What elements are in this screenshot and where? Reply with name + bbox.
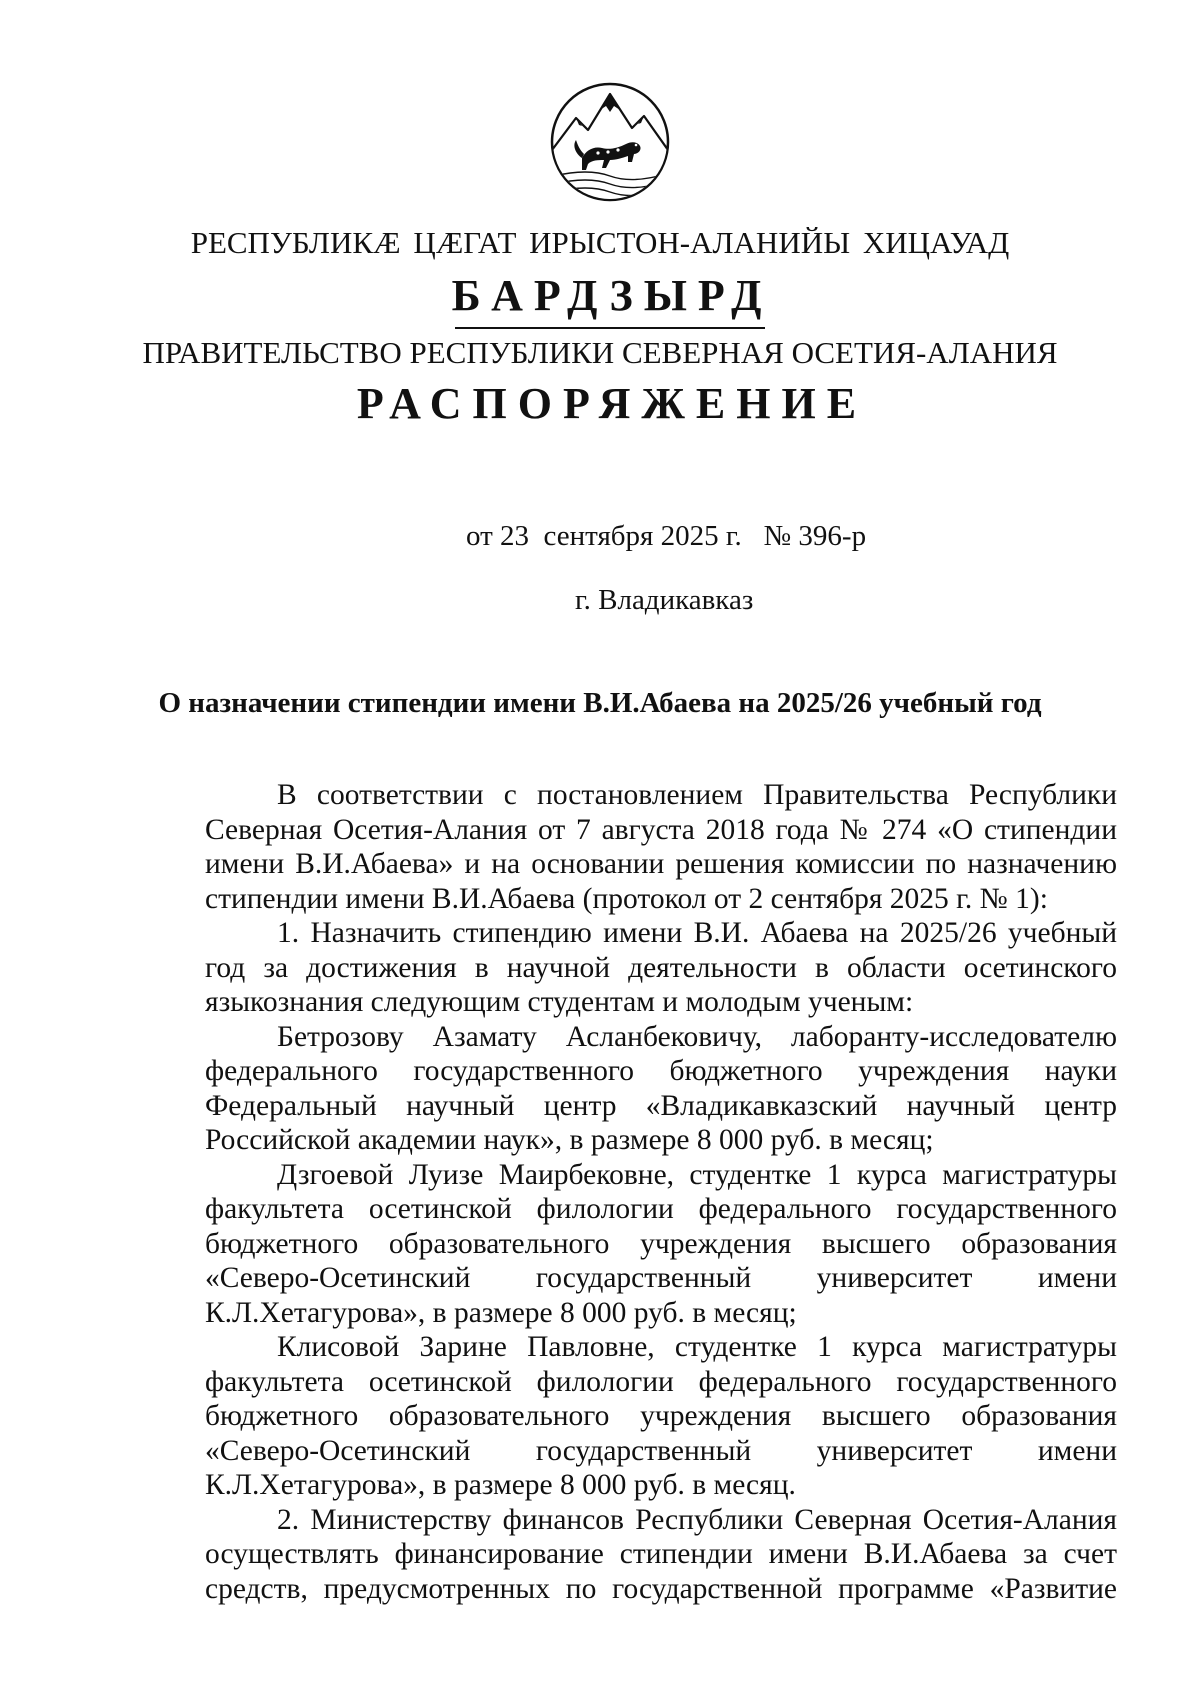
item-1-paragraph: 1. Назначить стипендию имени В.И. Абаева на 2025/26 учебный год за достижения в научной деятельности в области осетинского языкознания следующим студентам и молодым ученым: [205,917,1117,1018]
document-date: от 23 сентября 2025 г. [466,520,742,552]
russian-government-name: ПРАВИТЕЛЬСТВО РЕСПУБЛИКИ СЕВЕРНАЯ ОСЕТИЯ-АЛАНИЯ [142,335,1058,370]
document-city: г. Владикавказ [575,584,754,616]
coat-of-arms-emblem [548,80,672,204]
title-divider [455,327,765,329]
snow-leopard-emblem-icon [548,80,672,204]
recipient-paragraph: Дзгоевой Луизе Маирбековне, студентке 1 курса магистратуры факультета осетинской филологии федерального государственного бюджетного образовательного учреждения высшего образования «Северо-Осетинский государственный университет имени К.Л.Хетагурова», в размере 8 000 руб. в месяц; [205,1158,1117,1329]
ossetian-government-name: РЕСПУБЛИКӔ ЦӔГАТ ИРЫСТОН-АЛАНИЙЫ ХИЦАУАД [190,225,1010,260]
russian-document-title: РАСПОРЯЖЕНИЕ [356,379,868,428]
recipient-paragraph: Бетрозову Азамату Асланбековичу, лаборанту-исследователю федерального государственного бюджетного учреждения науки Федеральный научный центр «Владикавказский научный центр Российской академии наук», в размере 8 000 руб. в месяц; [205,1020,1117,1156]
recipient-paragraph: Клисовой Зарине Павловне, студентке 1 курса магистратуры факультета осетинской филологии федерального государственного бюджетного образовательного учреждения высшего образования «Северо-Осетинский государственный университет имени К.Л.Хетагурова», в размере 8 000 руб. в месяц. [205,1331,1117,1501]
item-2-paragraph: 2. Министерству финансов Республики Северная Осетия-Алания осуществлять финансирование стипендии имени В.И.Абаева за счет средств, предусмотренных по государственной программе «Развитие [205,1503,1117,1605]
document-date-number [466,520,866,553]
document-body [205,778,1117,1606]
ossetian-document-title: БАРДЗЫРД [451,271,773,320]
preamble-paragraph: В соответствии с постановлением Правительства Республики Северная Осетия-Алания от 7 августа 2018 года № 274 «О стипендии имени В.И.Абаева» и на основании решения комиссии по назначению стипендии имени В.И.Абаева (протокол от 2 сентября 2025 г. № 1): [205,779,1117,915]
document-number: № 396-р [763,520,867,552]
document-subject: О назначении стипендии имени В.И.Абаева на 2025/26 учебный год [158,687,1042,719]
